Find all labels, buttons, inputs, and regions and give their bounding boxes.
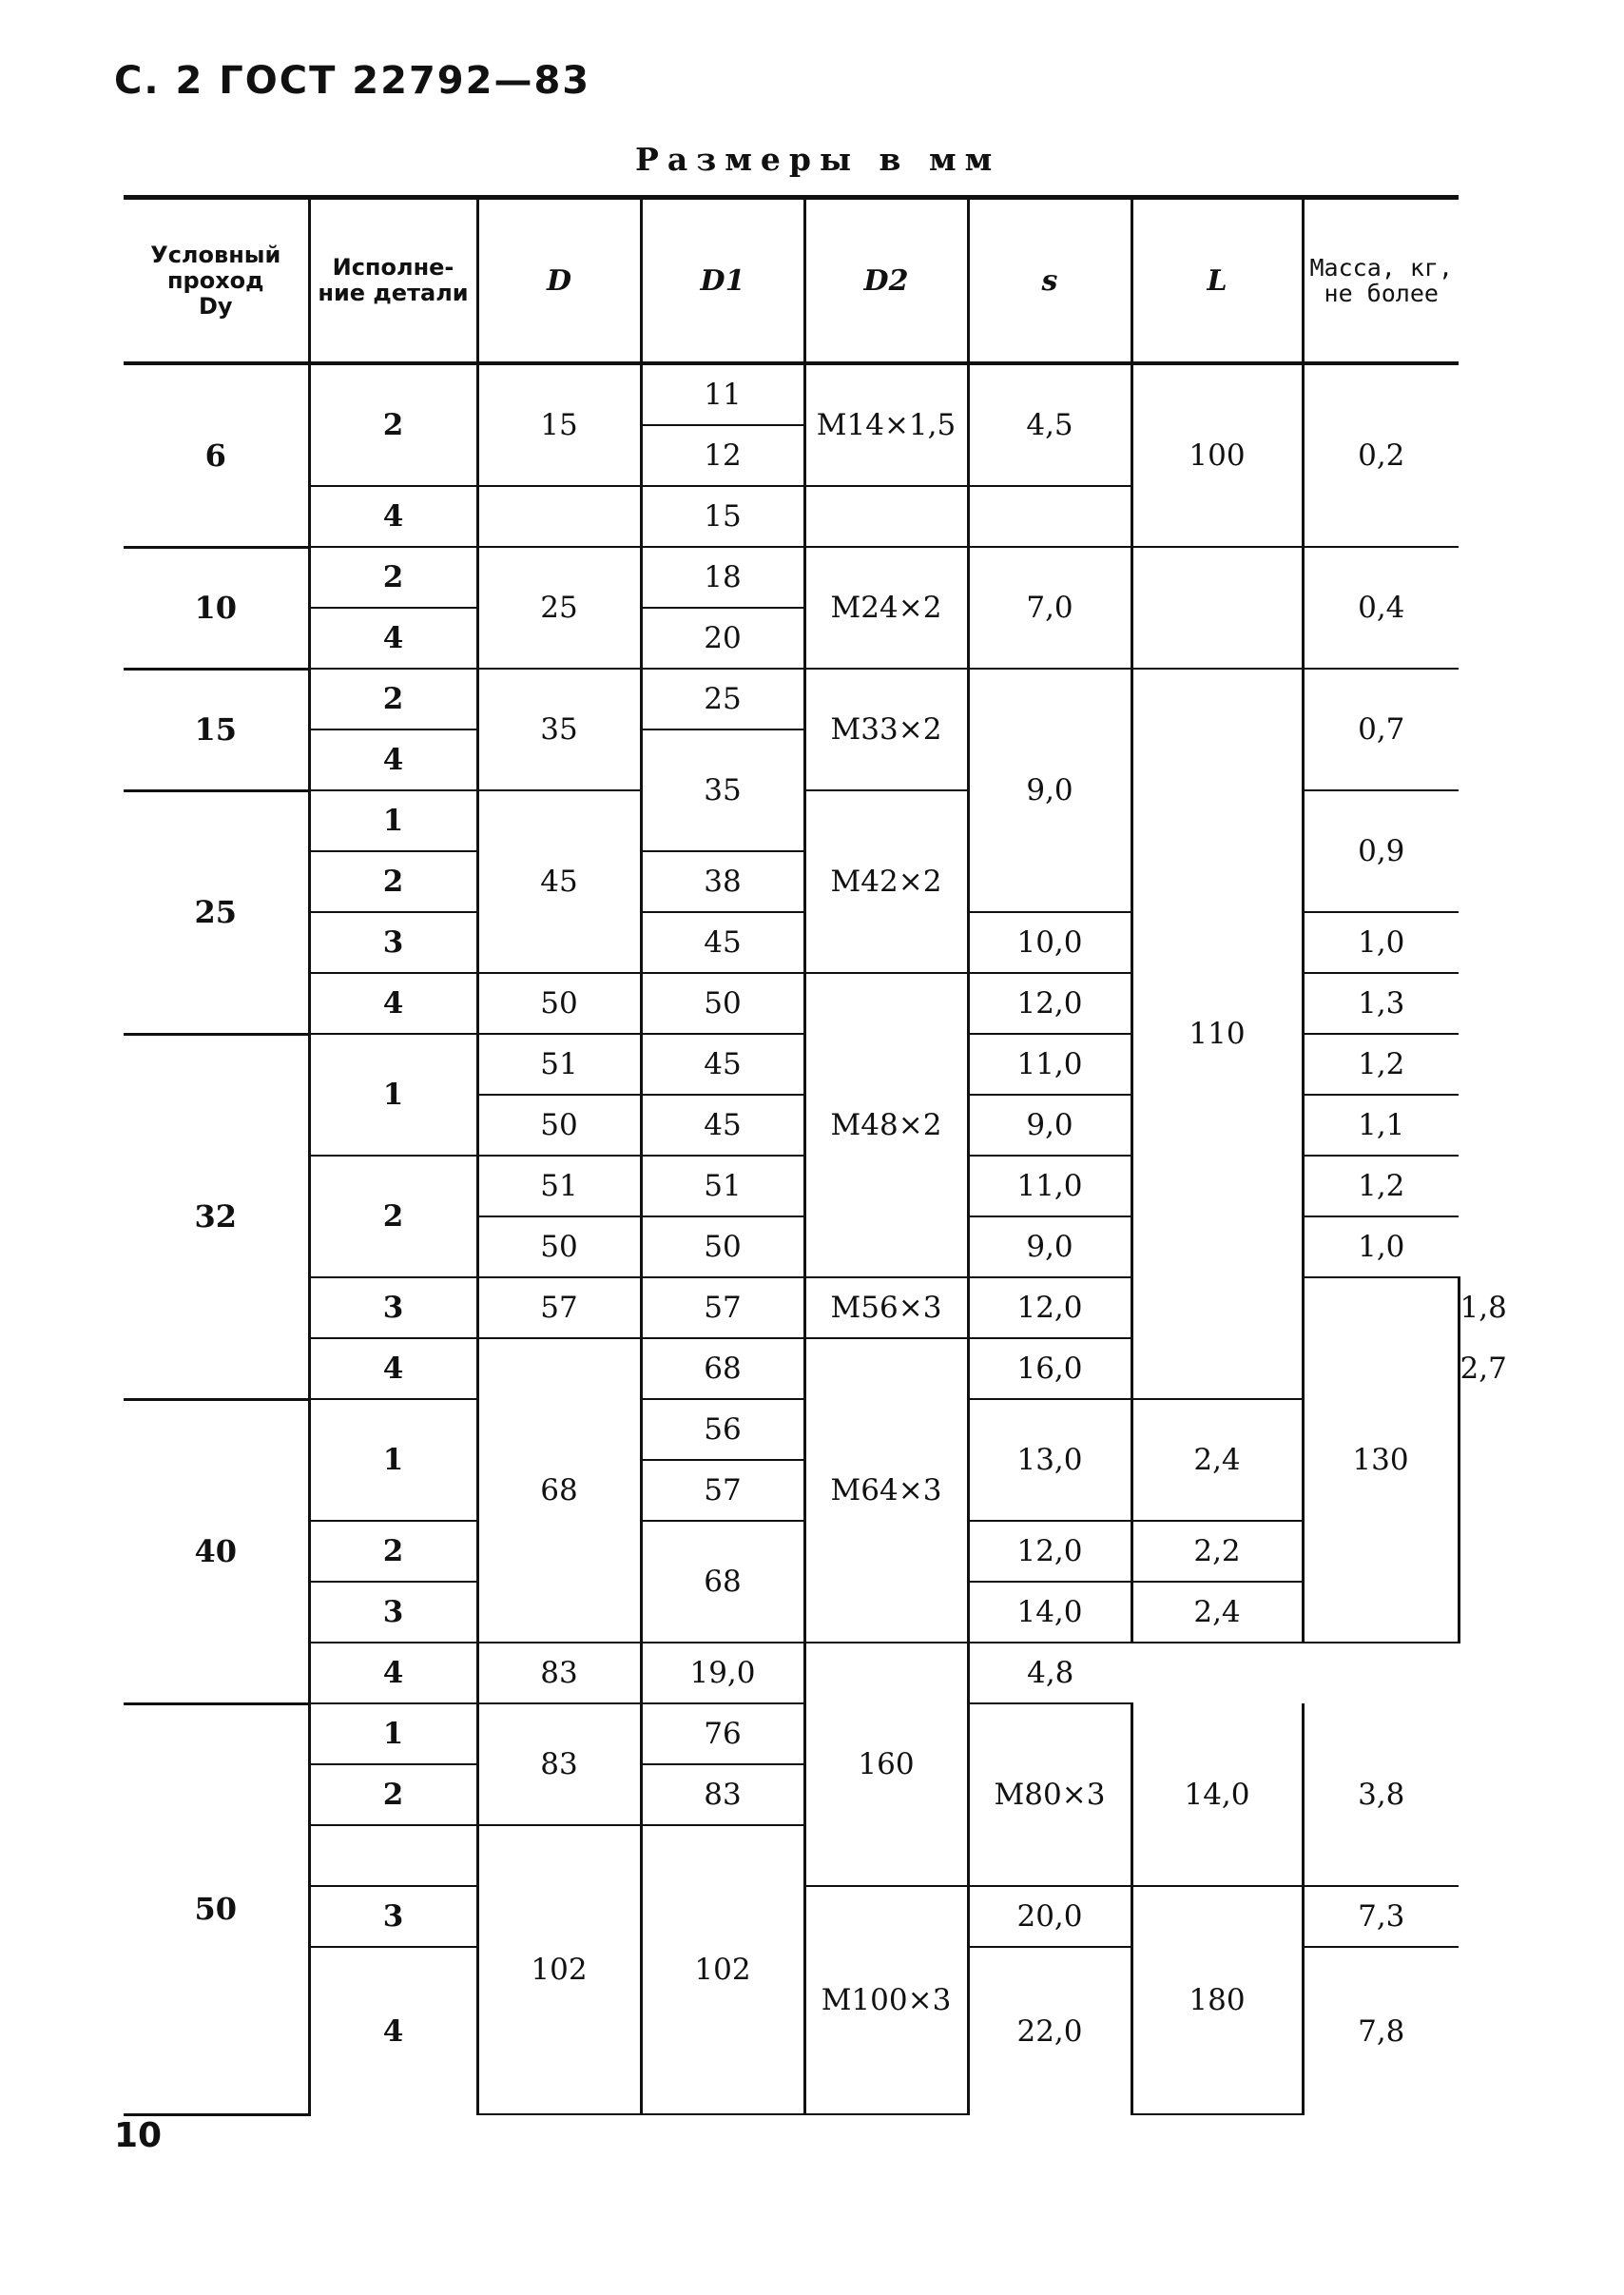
units-caption: Размеры в мм — [635, 141, 1001, 178]
cell-part-version: 3 — [309, 1582, 477, 1643]
cell-d: 51 — [477, 1156, 641, 1216]
cell-d: 25 — [477, 547, 641, 669]
header-d1: D1 — [641, 198, 804, 364]
cell-d: 15 — [477, 363, 641, 486]
cell-d2: M24×2 — [804, 547, 968, 669]
cell-mass: 0,9 — [1303, 790, 1459, 912]
cell-d1: 15 — [641, 486, 804, 547]
cell-d1: 76 — [641, 1703, 804, 1764]
cell-nominal-bore: 10 — [124, 547, 309, 669]
cell-d1: 12 — [641, 425, 804, 486]
table-row — [124, 547, 1459, 608]
cell-s: 11,0 — [968, 1156, 1131, 1216]
cell-nominal-bore: 40 — [124, 1399, 309, 1703]
cell-mass: 4,8 — [968, 1643, 1131, 1703]
cell-d — [477, 486, 641, 547]
cell-l: 180 — [1131, 1886, 1303, 2114]
cell-part-version — [309, 1825, 477, 1886]
cell-s: 11,0 — [968, 1034, 1131, 1095]
cell-part-version: 2 — [309, 669, 477, 729]
cell-part-version: 4 — [309, 1643, 477, 1703]
header-l: L — [1131, 198, 1303, 364]
cell-part-version: 4 — [309, 608, 477, 669]
cell-d1: 102 — [641, 1825, 804, 2114]
cell-part-version: 1 — [309, 1703, 477, 1764]
cell-d: 57 — [477, 1277, 641, 1338]
cell-d1: 51 — [641, 1156, 804, 1216]
cell-d2: M56×3 — [804, 1277, 968, 1338]
cell-d1: 45 — [641, 912, 804, 973]
cell-d1: 45 — [641, 1034, 804, 1095]
cell-l: 110 — [1131, 669, 1303, 1399]
cell-s: 12,0 — [968, 1521, 1131, 1582]
cell-part-version: 4 — [309, 1338, 477, 1399]
cell-d1: 38 — [641, 851, 804, 912]
cell-d1: 83 — [641, 1764, 804, 1825]
cell-d: 102 — [477, 1825, 641, 2114]
table-row — [124, 1521, 1459, 1582]
cell-nominal-bore: 6 — [124, 363, 309, 547]
cell-s: 22,0 — [968, 1947, 1131, 2114]
cell-d1: 35 — [641, 729, 804, 851]
cell-mass: 7,8 — [1303, 1947, 1459, 2114]
cell-d2 — [804, 486, 968, 547]
cell-d1: 57 — [641, 1277, 804, 1338]
cell-s: 4,5 — [968, 363, 1131, 486]
cell-s: 13,0 — [968, 1399, 1131, 1521]
dimensions-table — [124, 195, 1507, 2097]
table-row: 3 57 57 M56×3 12,0 130 1,8 — [124, 1277, 1459, 1338]
cell-l: 130 — [1303, 1277, 1459, 1643]
page-number: 10 — [114, 2116, 163, 2155]
cell-part-version: 4 — [309, 1947, 477, 2114]
cell-d: 50 — [477, 973, 641, 1034]
cell-d1: 20 — [641, 608, 804, 669]
cell-mass: 0,7 — [1303, 669, 1459, 790]
cell-s: 7,0 — [968, 547, 1131, 669]
cell-part-version: 4 — [309, 486, 477, 547]
cell-part-version: 4 — [309, 729, 477, 790]
cell-s: 14,0 — [968, 1582, 1131, 1643]
cell-d2: M14×1,5 — [804, 363, 968, 486]
cell-mass: 1,3 — [1303, 973, 1459, 1034]
table-row — [124, 1703, 1459, 1764]
header-nominal-bore-symbol: Dу — [198, 292, 233, 320]
header-nominal-bore-label: Условный проход — [150, 241, 281, 294]
table-row — [124, 1399, 1459, 1460]
cell-part-version: 2 — [309, 1764, 477, 1825]
cell-d: 35 — [477, 669, 641, 790]
header-part-version: Исполне-ние детали — [309, 198, 477, 364]
cell-d1: 11 — [641, 363, 804, 425]
header-d2: D2 — [804, 198, 968, 364]
cell-s: 16,0 — [968, 1338, 1131, 1399]
cell-d2: M100×3 — [804, 1886, 968, 2114]
cell-s: 10,0 — [968, 912, 1131, 973]
cell-d2: M80×3 — [968, 1703, 1131, 1886]
page-header: С. 2 ГОСТ 22792—83 — [114, 59, 591, 103]
cell-d: 68 — [477, 1338, 641, 1643]
cell-s: 9,0 — [968, 669, 1131, 912]
cell-mass: 1,0 — [1303, 1216, 1459, 1277]
cell-part-version: 1 — [309, 1399, 477, 1521]
cell-s: 9,0 — [968, 1216, 1131, 1277]
cell-part-version: 1 — [309, 790, 477, 851]
cell-part-version: 2 — [309, 363, 477, 486]
cell-part-version: 3 — [309, 1277, 477, 1338]
cell-mass: 0,2 — [1303, 363, 1459, 547]
cell-s: 20,0 — [968, 1886, 1131, 1947]
cell-part-version: 2 — [309, 1156, 477, 1277]
cell-part-version: 2 — [309, 1521, 477, 1582]
cell-d1: 50 — [641, 973, 804, 1034]
cell-mass: 1,0 — [1303, 912, 1459, 973]
cell-s — [968, 486, 1131, 547]
cell-d2: M33×2 — [804, 669, 968, 790]
cell-d2: M42×2 — [804, 790, 968, 973]
cell-l — [1131, 547, 1303, 669]
header-s: s — [968, 198, 1131, 364]
cell-mass: 0,4 — [1303, 547, 1459, 669]
cell-s: 19,0 — [641, 1643, 804, 1703]
cell-d: 50 — [477, 1095, 641, 1156]
cell-s: 12,0 — [968, 973, 1131, 1034]
cell-s: 14,0 — [1131, 1703, 1303, 1886]
cell-nominal-bore: 25 — [124, 790, 309, 1034]
cell-d: 51 — [477, 1034, 641, 1095]
cell-l: 160 — [804, 1643, 968, 1886]
cell-d1: 56 — [641, 1399, 804, 1460]
cell-d1: 25 — [641, 669, 804, 729]
cell-part-version: 2 — [309, 851, 477, 912]
cell-d2: M48×2 — [804, 973, 968, 1277]
cell-mass: 7,3 — [1303, 1886, 1459, 1947]
cell-d: 45 — [477, 790, 641, 973]
cell-mass: 2,2 — [1131, 1521, 1303, 1582]
cell-part-version: 3 — [309, 1886, 477, 1947]
cell-part-version: 1 — [309, 1034, 477, 1156]
cell-d1: 18 — [641, 547, 804, 608]
cell-d1: 68 — [641, 1521, 804, 1643]
cell-d1: 57 — [641, 1460, 804, 1521]
cell-d: 83 — [477, 1703, 641, 1825]
table-row — [124, 669, 1459, 729]
cell-nominal-bore: 15 — [124, 669, 309, 790]
table-row: 4 68 68 M64×3 16,0 2,7 — [124, 1338, 1459, 1399]
cell-part-version: 4 — [309, 973, 477, 1034]
header-mass: Масса, кг, не более — [1303, 198, 1459, 364]
table-row — [124, 363, 1459, 425]
cell-mass: 1,1 — [1303, 1095, 1459, 1156]
cell-mass: 2,4 — [1131, 1582, 1303, 1643]
cell-part-version: 2 — [309, 547, 477, 608]
cell-nominal-bore: 32 — [124, 1034, 309, 1399]
cell-d1: 83 — [477, 1643, 641, 1703]
cell-d: 50 — [477, 1216, 641, 1277]
table-row — [124, 1643, 1459, 1703]
cell-s: 9,0 — [968, 1095, 1131, 1156]
cell-d1: 50 — [641, 1216, 804, 1277]
header-nominal-bore — [124, 198, 309, 364]
cell-mass: 3,8 — [1303, 1703, 1459, 1886]
cell-nominal-bore: 50 — [124, 1703, 309, 2114]
cell-d1: 45 — [641, 1095, 804, 1156]
cell-s: 12,0 — [968, 1277, 1131, 1338]
cell-mass: 2,4 — [1131, 1399, 1303, 1521]
cell-d1: 68 — [641, 1338, 804, 1399]
cell-l: 100 — [1131, 363, 1303, 547]
cell-part-version: 3 — [309, 912, 477, 973]
header-d: D — [477, 198, 641, 364]
cell-mass: 1,2 — [1303, 1156, 1459, 1216]
cell-d2: M64×3 — [804, 1338, 968, 1643]
cell-mass: 1,2 — [1303, 1034, 1459, 1095]
